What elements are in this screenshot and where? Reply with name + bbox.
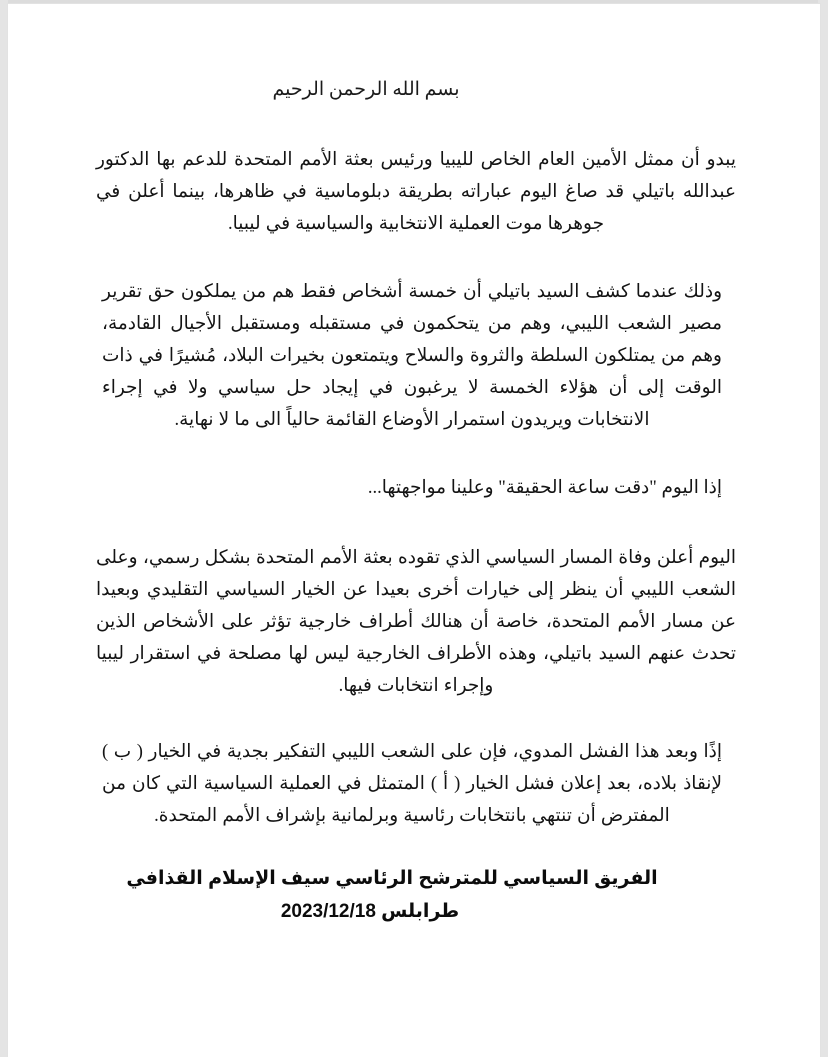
document-page	[8, 4, 820, 1057]
paragraph-3-truth-hour: إذا اليوم "دقت ساعة الحقيقة" وعلينا مواجهتها...	[367, 478, 722, 498]
basmala-heading: بسم الله الرحمن الرحيم	[272, 79, 460, 100]
paragraph-1: يبدو أن ممثل الأمين العام الخاص لليبيا ورئيس بعثة الأمم المتحدة للدعم بها الدكتور عبدالله باتيلي قد صاغ اليوم عباراته بطريقة دبلوماسية في ظاهرها، بينما أعلن في جوهرها موت العملية الانتخابية والسياسية في ليبيا.	[96, 150, 736, 234]
signature-block	[8, 862, 820, 928]
paragraph-4: اليوم أعلن وفاة المسار السياسي الذي تقوده بعثة الأمم المتحدة بشكل رسمي، وعلى الشعب الليبي أن ينظر إلى خيارات أخرى بعيدا عن الخيار السياسي التقليدي وبعيدا عن مسار الأمم المتحدة، خاصة أن هنالك أطراف خارجية تؤثر على الأشخاص الذين تحدث عنهم السيد باتيلي، وهذه الأطراف الخارجية ليس لها مصلحة في استقرار ليبيا وإجراء انتخابات فيها.	[96, 548, 736, 696]
signature-organization: الفريق السياسي للمترشح الرئاسي سيف الإسلام القذافي	[126, 868, 658, 889]
document-body	[96, 144, 736, 868]
page-left-gutter	[0, 0, 8, 1057]
signature-place-date: طرابلس 2023/12/18	[280, 901, 460, 922]
paragraph-2: وذلك عندما كشف السيد باتيلي أن خمسة أشخاص فقط هم من يملكون حق تقرير مصير الشعب الليبي، وهم من يتحكمون في مستقبله ومستقبل الأجيال القادمة، وهم من يمتلكون السلطة والثروة والسلاح ويتمتعون بخيرات البلاد، مُشيرًا في ذات الوقت إلى أن هؤلاء الخمسة لا يرغبون في إيجاد حل سياسي ولا في إجراء الانتخابات ويريدون استمرار الأوضاع القائمة حالياً الى ما لا نهاية.	[102, 282, 722, 430]
paragraph-5: إذًا وبعد هذا الفشل المدوي، فإن على الشعب الليبي التفكير بجدية في الخيار ( ب ) لإنقاذ بلاده، بعد إعلان فشل الخيار ( أ ) المتمثل في العملية السياسية التي كان من المفترض أن تنتهي بانتخابات رئاسية وبرلمانية بإشراف الأمم المتحدة.	[102, 742, 722, 826]
page-content	[8, 4, 820, 1057]
